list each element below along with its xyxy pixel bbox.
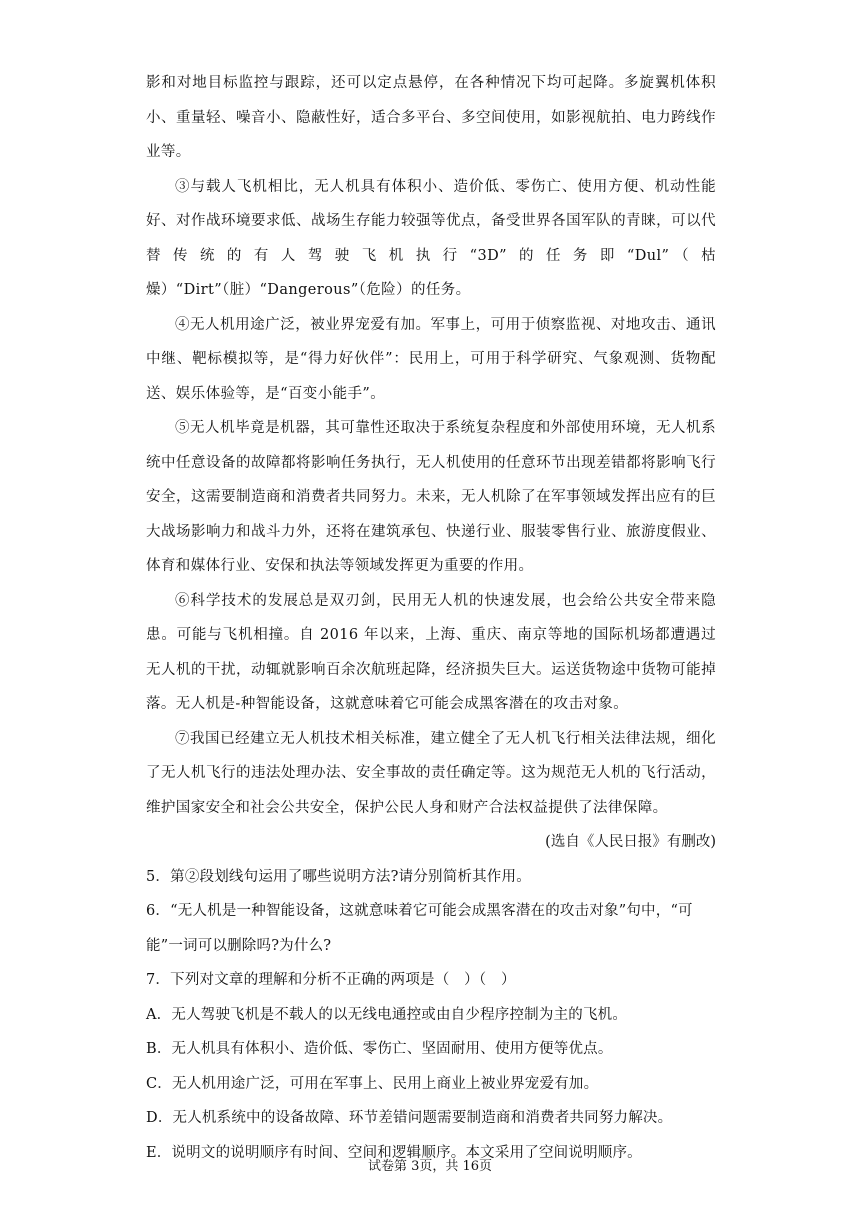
option-e: E．说明文的说明顺序有时间、空间和逻辑顺序。本文采用了空间说明顺序。: [146, 1144, 642, 1161]
page-content: [146, 66, 716, 1170]
paragraph-4: ④无人机用途广泛，被业界宠爱有加。军事上，可用于侦察监视、对地攻击、通讯中继、靶标模拟等，是“得力好伙伴”：民用上，可用于科学研究、气象观测、货物配送、娱乐体验等，是“百变小能手”。: [146, 316, 716, 402]
page-footer: 试卷第 3页，共 16页: [367, 1159, 493, 1174]
question-6: 6．“无人机是一种智能设备，这就意味着它可能会成黑客潜在的攻击对象”句中，“可能”一词可以删除吗?为什么?: [146, 903, 693, 954]
passage-source: (选自《人民日报》有删改): [545, 834, 716, 850]
paragraph-5: ⑤无人机毕竟是机器，其可靠性还取决于系统复杂程度和外部使用环境，无人机系统中任意设备的故障都将影响任务执行，无人机使用的任意环节出现差错都将影响飞行安全，这需要制造商和消费者共同努力。未来，无人机除了在军事领域发挥出应有的巨大战场影响力和战斗力外，还将在建筑承包、快递行业、服装零售行业、旅游度假业、体育和媒体行业、安保和执法等领域发挥更为重要的作用。: [146, 420, 716, 574]
question-7: 7．下列对文章的理解和分析不正确的两项是（ ）（ ）: [146, 972, 516, 988]
option-b: B．无人机具有体积小、造价低、零伤亡、坚固耐用、使用方便等优点。: [146, 1041, 613, 1057]
paragraph-7: ⑦我国已经建立无人机技术相关标准，建立健全了无人机飞行相关法律法规，细化了无人机飞行的违法处理办法、安全事故的责任确定等。这为规范无人机的飞行活动，维护国家安全和社会公共安全，保护公民人身和财产合法权益提供了法律保障。: [146, 730, 716, 816]
option-c: C．无人机用途广泛，可用在军事上、民用上商业上被业界宠爱有加。: [146, 1075, 599, 1092]
paragraph-3: ③与载人飞机相比，无人机具有体积小、造价低、零伤亡、使用方便、机动性能好、对作战环境要求低、战场生存能力较强等优点，备受世界各国军队的青睐，可以代替传统的有人驾驶飞机执行“3D”的任务即“Dul”（枯燥）“Dirt”（脏）“Dangerous”（危险）的任务。: [146, 178, 716, 298]
paragraph-6: ⑥科学技术的发展总是双刃剑，民用无人机的快速发展，也会给公共安全带来隐患。可能与飞机相撞。自 2016 年以来，上海、重庆、南京等地的国际机场都遭遇过无人机的干扰，动辄就影响百余次航班起降，经济损失巨大。运送货物途中货物可能掉落。无人机是-种智能设备，这就意味着它可能会成黑客潜在的攻击对象。: [146, 592, 716, 712]
question-5: 5．第②段划线句运用了哪些说明方法?请分别简析其作用。: [146, 868, 531, 885]
paragraph-2-continued: 影和对地目标监控与跟踪，还可以定点悬停，在各种情况下均可起降。多旋翼机体积小、重量轻、噪音小、隐蔽性好，适合多平台、多空间使用，如影视航拍、电力跨线作业等。: [146, 75, 716, 160]
option-a: A．无人驾驶飞机是不载人的以无线电通控或由自少程序控制为主的飞机。: [146, 1006, 628, 1023]
option-d: D．无人机系统中的设备故障、环节差错问题需要制造商和消费者共同努力解决。: [146, 1110, 673, 1126]
